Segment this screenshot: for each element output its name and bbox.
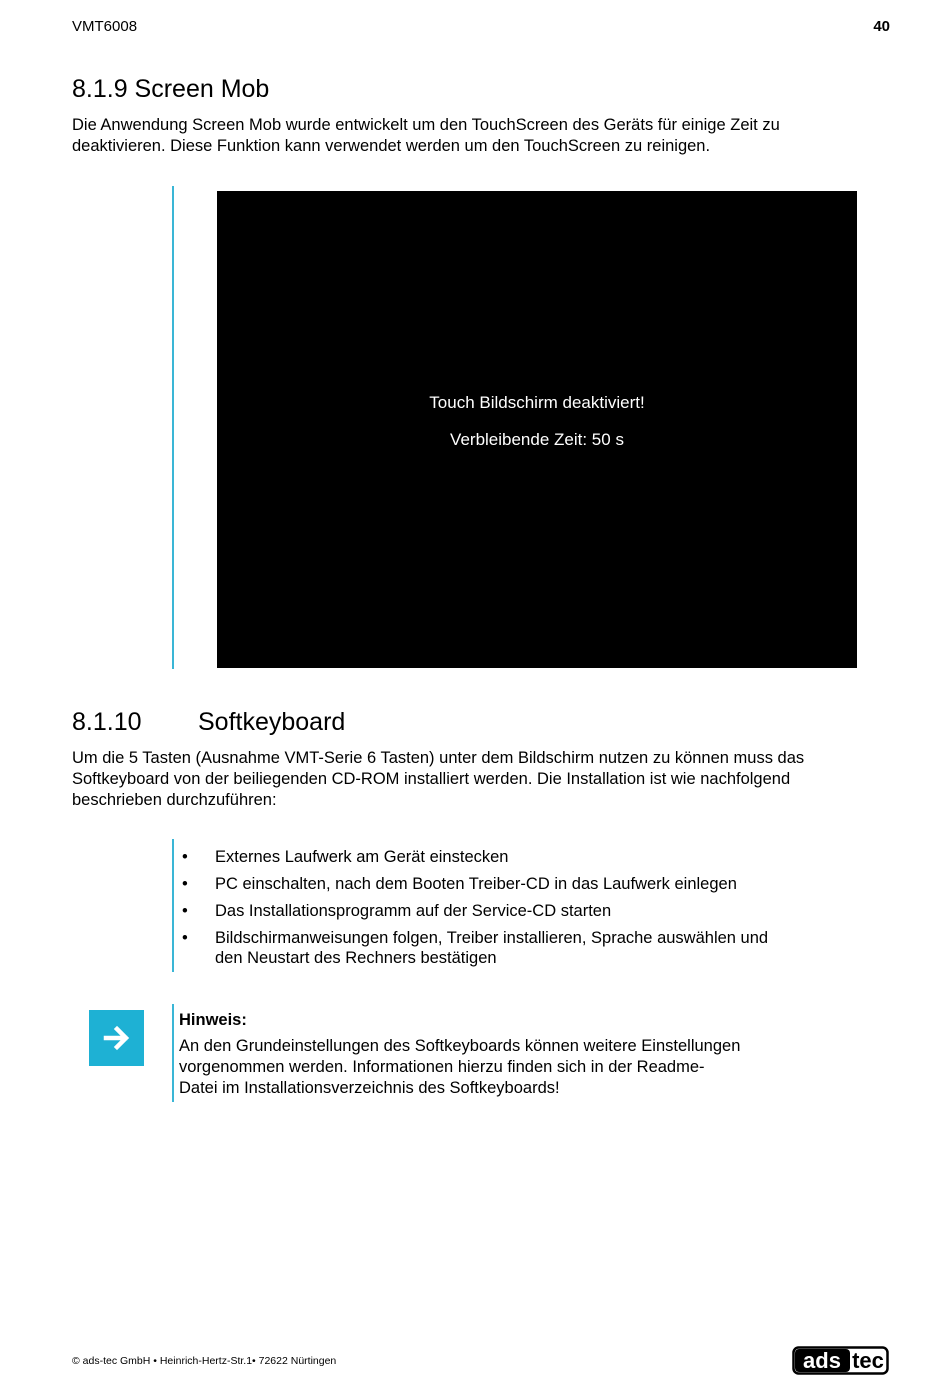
list-accent-line <box>172 839 174 972</box>
ads-tec-logo <box>792 1346 889 1375</box>
note-line: Datei im Installationsverzeichnis des Softkeyboards! <box>179 1079 560 1097</box>
list-item: • Bildschirmanweisungen folgen, Treiber installieren, Sprache auswählen und den Neustart des Rechners bestätigen <box>182 929 769 967</box>
section-screen-mob-paragraph <box>72 115 780 157</box>
section-title-softkeyboard: Softkeyboard <box>198 708 346 736</box>
paragraph-line: deaktivieren. Diese Funktion kann verwendet werden um den TouchScreen zu reinigen. <box>72 137 711 155</box>
document-id: VMT6008 <box>72 18 138 35</box>
bullet-icon: • <box>182 902 188 920</box>
bullet-icon: • <box>182 929 188 947</box>
screen-mob-screenshot <box>217 191 857 668</box>
note-content <box>179 1010 740 1099</box>
screenshot-status-text: Touch Bildschirm deaktiviert! <box>429 393 645 412</box>
installation-steps-list <box>182 847 855 975</box>
note-title: Hinweis: <box>179 1011 247 1029</box>
paragraph-line: Die Anwendung Screen Mob wurde entwickelt um den TouchScreen des Geräts für einige Zeit zu <box>72 116 780 134</box>
list-item: • Externes Laufwerk am Gerät einstecken <box>182 848 509 866</box>
footer-address: © ads-tec GmbH • Heinrich-Hertz-Str.1• 72622 Nürtingen <box>72 1355 337 1367</box>
section-number-softkeyboard: 8.1.10 <box>72 708 142 736</box>
bullet-icon: • <box>182 848 188 866</box>
screenshot-remaining-time: Verbleibende Zeit: 50 s <box>450 430 624 449</box>
page-number: 40 <box>873 18 890 35</box>
note-line: vorgenommen werden. Informationen hierzu finden sich in der Readme- <box>179 1058 705 1076</box>
list-item: • PC einschalten, nach dem Booten Treiber-CD in das Laufwerk einlegen <box>182 875 737 893</box>
section-heading-screen-mob: 8.1.9 Screen Mob <box>72 75 270 103</box>
arrow-right-icon <box>89 1010 144 1066</box>
bullet-icon: • <box>182 875 188 893</box>
svg-text:ads: ads <box>803 1348 841 1373</box>
paragraph-line: beschrieben durchzuführen: <box>72 791 277 809</box>
paragraph-line: Softkeyboard von der beiliegenden CD-ROM installiert werden. Die Installation ist wie nachfolgend <box>72 770 791 788</box>
note-line: An den Grundeinstellungen des Softkeyboards können weitere Einstellungen <box>179 1037 741 1055</box>
list-item: • Das Installationsprogramm auf der Service-CD starten <box>182 902 612 920</box>
note-accent-line <box>172 1004 174 1102</box>
section-softkeyboard-paragraph <box>72 748 804 811</box>
paragraph-line: Um die 5 Tasten (Ausnahme VMT-Serie 6 Tasten) unter dem Bildschirm nutzen zu können muss das <box>72 749 805 767</box>
figure-accent-line <box>172 186 174 669</box>
svg-text:tec: tec <box>852 1348 884 1373</box>
